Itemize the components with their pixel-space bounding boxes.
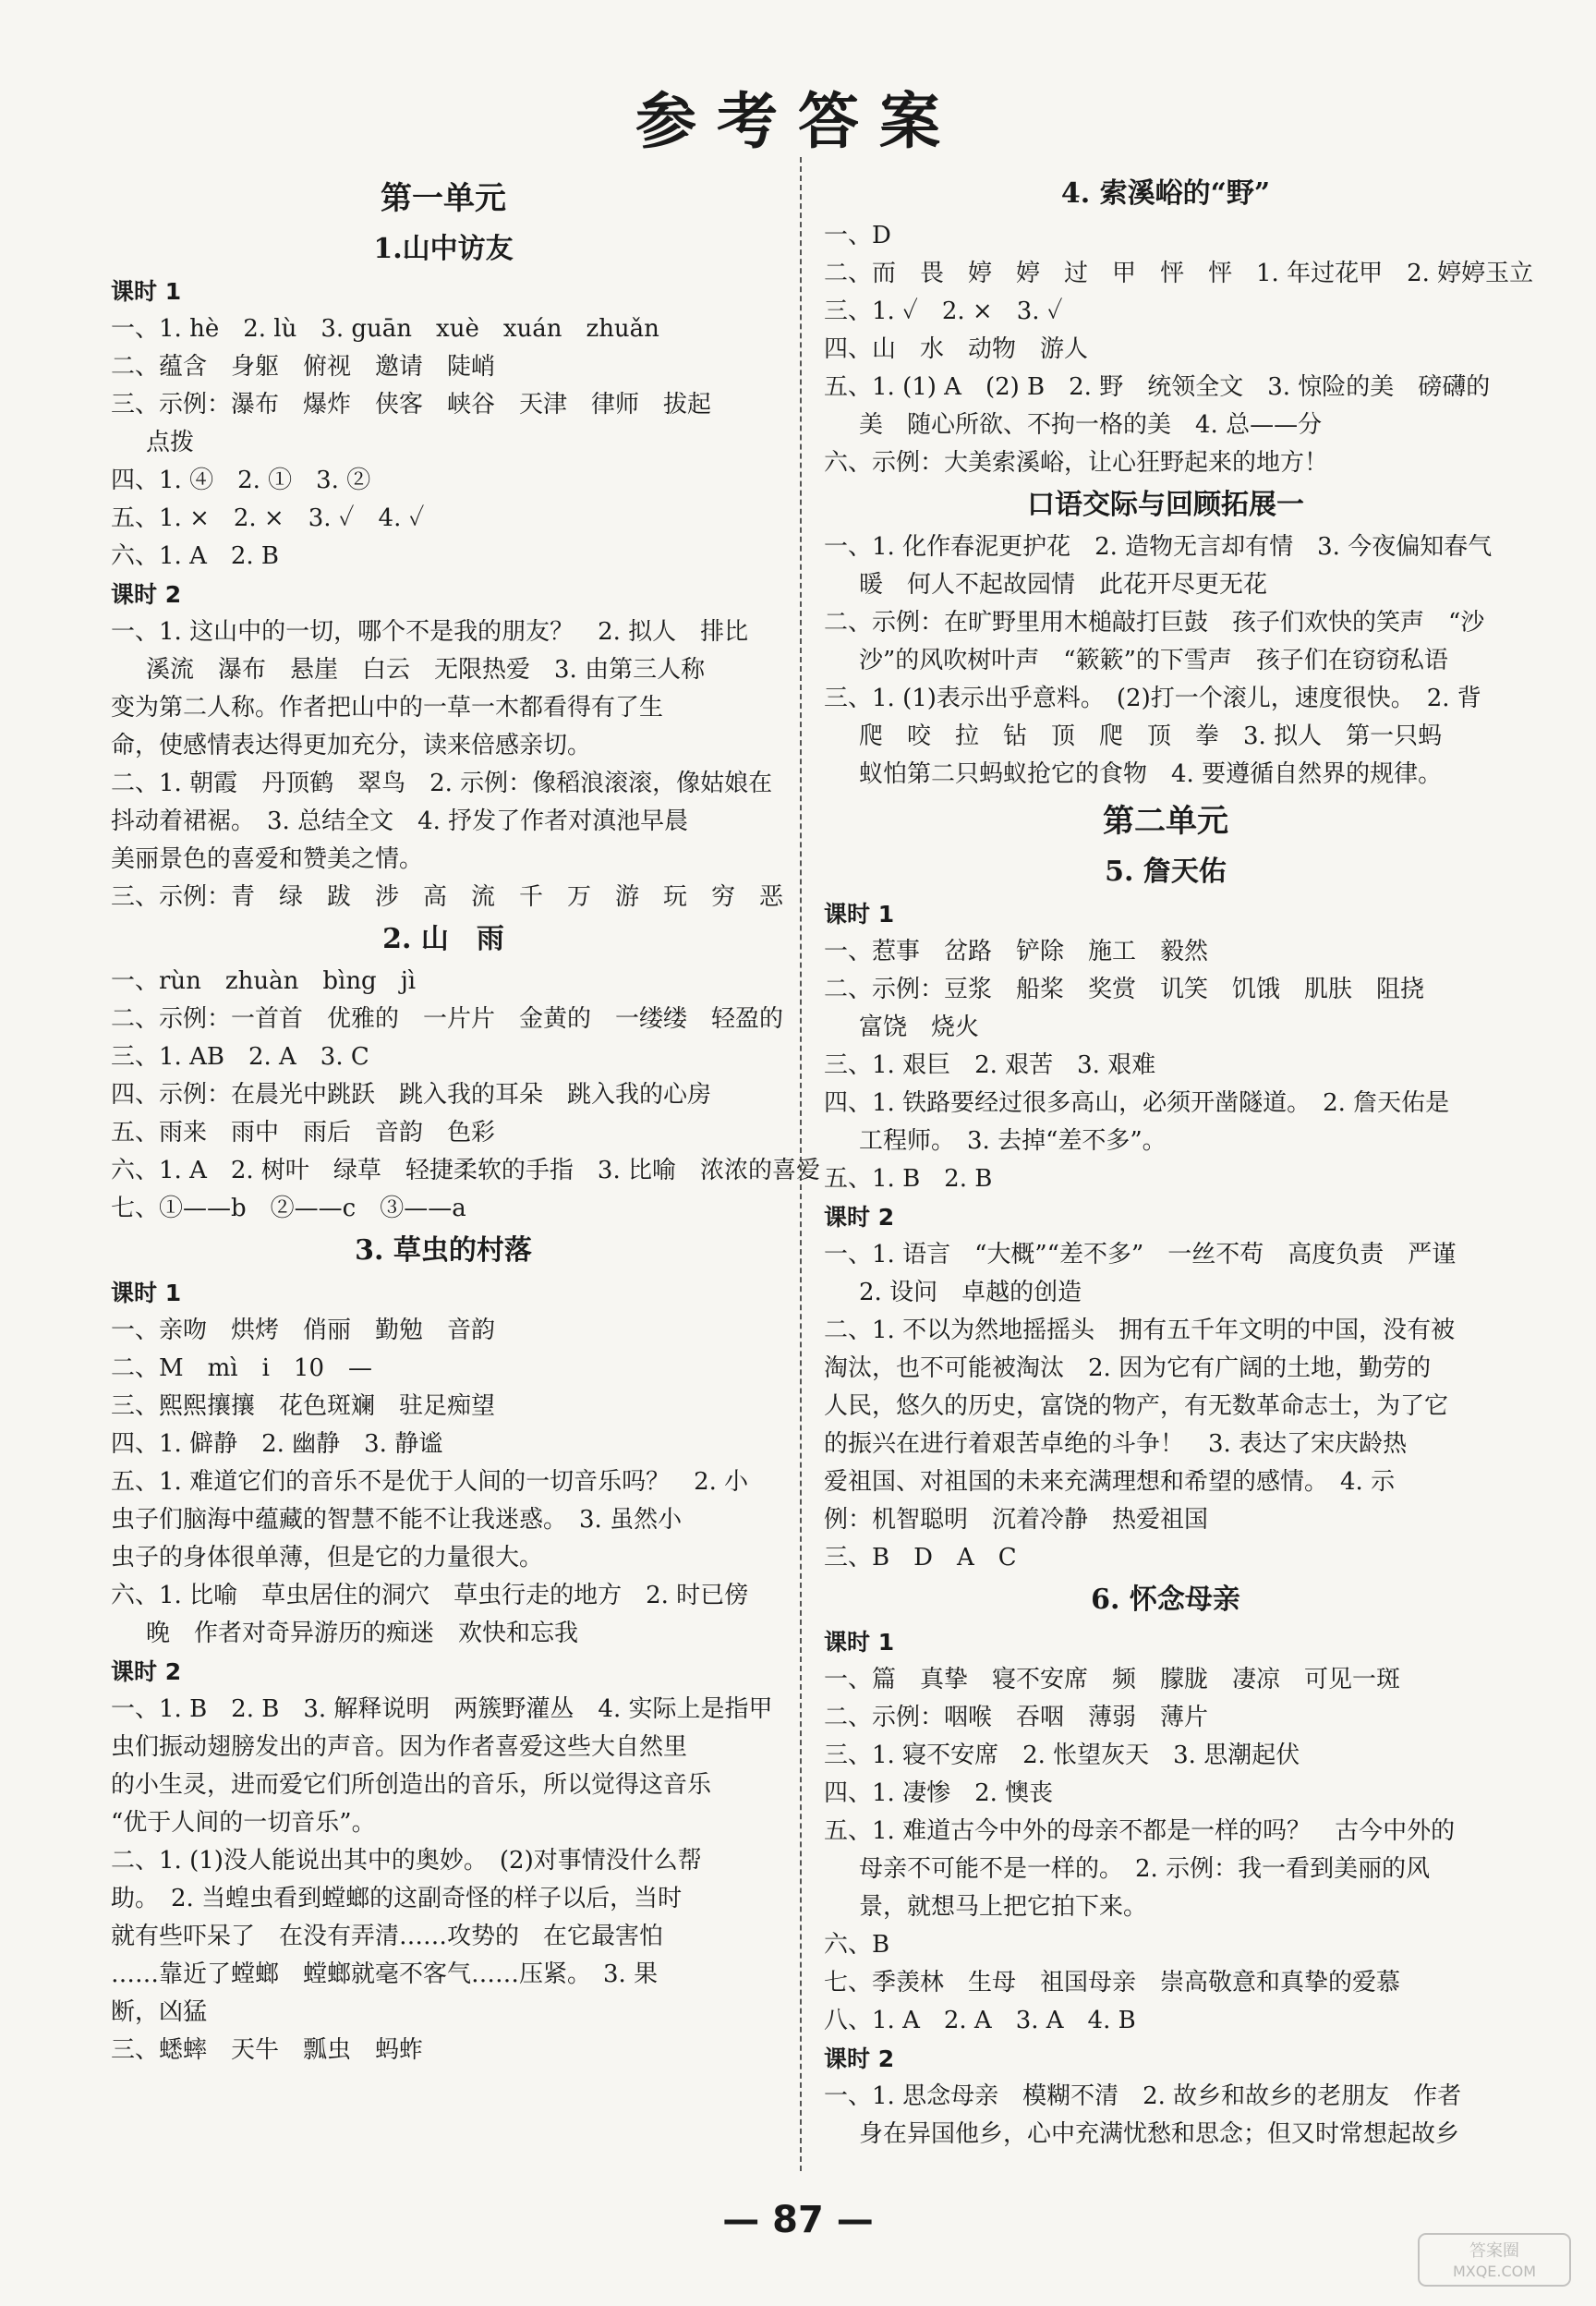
answer-line: 美 随心所欲、不拘一格的美 4. 总——分 [859, 411, 1323, 439]
answer-line: 二、而 畏 婷 婷 过 甲 怦 怦 1. 年过花甲 2. 婷婷玉立 [824, 260, 1534, 287]
answer-line: 命，使感情表达得更加充分，读来倍感亲切。 [111, 732, 592, 759]
session-label: 课时 1 [824, 1629, 895, 1656]
answer-line: 一、惹事 岔路 铲除 施工 毅然 [824, 938, 1209, 965]
answer-line: 富饶 烧火 [859, 1013, 980, 1041]
svg-text:答案圈: 答案圈 [1469, 2241, 1519, 2261]
answer-line: 四、1. 凄惨 2. 懊丧 [824, 1779, 1054, 1807]
answer-line: 四、示例：在晨光中跳跃 跳入我的耳朵 跳入我的心房 [111, 1081, 712, 1109]
answer-line: 淘汰，也不可能被淘汰 2. 因为它有广阔的土地，勤劳的 [824, 1354, 1432, 1382]
page-title: 参考答案 [635, 85, 961, 157]
answer-line: 六、B [824, 1931, 890, 1959]
answer-line: 三、熙熙攘攘 花色斑斓 驻足痴望 [111, 1392, 496, 1420]
answer-line: 一、1. B 2. B 3. 解释说明 两簇野灌丛 4. 实际上是指甲 [111, 1695, 773, 1723]
answer-line: 二、示例：一首首 优雅的 一片片 金黄的 一缕缕 轻盈的 [111, 1005, 784, 1033]
answer-line: 蚁怕第二只蚂蚁抢它的食物 4. 要遵循自然界的规律。 [859, 760, 1443, 788]
lesson-heading: 2. 山 雨 [382, 923, 504, 955]
answer-line: 六、示例：大美索溪峪，让心狂野起来的地方！ [824, 449, 1329, 477]
answer-line: 溪流 瀑布 悬崖 白云 无限热爱 3. 由第三人称 [146, 656, 706, 684]
answer-line: 二、1. (1)没人能说出其中的奥妙。 (2)对事情没什么帮 [111, 1847, 702, 1875]
answer-line: 美丽景色的喜爱和赞美之情。 [111, 845, 424, 873]
session-label: 课时 2 [111, 1658, 182, 1685]
answer-line: 三、蟋蟀 天牛 瓢虫 蚂蚱 [111, 2036, 424, 2064]
unit-heading: 第一单元 [381, 180, 506, 217]
answer-line: 八、1. A 2. A 3. A 4. B [824, 2007, 1136, 2034]
answer-line: 六、1. A 2. 树叶 绿草 轻捷柔软的手指 3. 比喻 浓浓的喜爱 [111, 1157, 820, 1184]
lesson-heading: 4. 索溪峪的“野” [1060, 177, 1271, 210]
answer-line: 虫们振动翅膀发出的声音。因为作者喜爱这些大自然里 [111, 1733, 688, 1761]
answer-line: 一、D [824, 222, 891, 249]
answer-line: 晚 作者对奇异游历的痴迷 欢快和忘我 [146, 1620, 579, 1647]
answer-line: 二、蕴含 身躯 俯视 邀请 陡峭 [111, 353, 496, 381]
lesson-heading: 5. 詹天佑 [1105, 856, 1227, 888]
answer-line: 一、1. 思念母亲 模糊不清 2. 故乡和故乡的老朋友 作者 [824, 2082, 1462, 2110]
lesson-heading: 3. 草虫的村落 [355, 1234, 532, 1267]
answer-line: 助。 2. 当蝗虫看到螳螂的这副奇怪的样子以后，当时 [111, 1885, 683, 1912]
answer-line: 例：机智聪明 沉着冷静 热爱祖国 [824, 1506, 1209, 1534]
answer-line: 五、1. B 2. B [824, 1165, 993, 1193]
answer-line: 一、亲吻 烘烤 俏丽 勤勉 音韵 [111, 1317, 496, 1344]
answer-line: 七、季羡林 生母 祖国母亲 崇高敬意和真挚的爱慕 [824, 1969, 1401, 1997]
answer-line: 抖动着裙裾。 3. 总结全文 4. 抒发了作者对滇池早晨 [111, 807, 689, 835]
answer-line: ……靠近了螳螂 螳螂就毫不客气……压紧。 3. 果 [111, 1960, 659, 1988]
answer-line: 的振兴在进行着艰苦卓绝的斗争！ 3. 表达了宋庆龄热 [824, 1430, 1408, 1458]
answer-line: 母亲不可能不是一样的。 2. 示例：我一看到美丽的风 [859, 1855, 1431, 1883]
answer-line: 一、1. 这山中的一切，哪个不是我的朋友？ 2. 拟人 排比 [111, 618, 749, 646]
answer-line: 爬 咬 拉 钻 顶 爬 顶 拳 3. 拟人 第一只蚂 [859, 722, 1443, 750]
session-label: 课时 2 [824, 2045, 895, 2072]
answer-line: 断，凶猛 [111, 1998, 208, 2026]
lesson-heading: 1.山中访友 [373, 233, 514, 265]
answer-line: 一、1. 化作春泥更护花 2. 造物无言却有情 3. 今夜偏知春气 [824, 533, 1493, 561]
answer-line: 一、1. 语言 “大概”“差不多” 一丝不苟 高度负责 严谨 [824, 1241, 1457, 1268]
answer-line: 沙”的风吹树叶声 “簌簌”的下雪声 孩子们在窃窃私语 [859, 647, 1448, 674]
session-label: 课时 2 [824, 1204, 895, 1231]
answer-line: 二、1. 朝霞 丹顶鹤 翠鸟 2. 示例：像稻浪滚滚，像姑娘在 [111, 770, 773, 797]
answer-line: 五、1. (1) A (2) B 2. 野 统领全文 3. 惊险的美 磅礴的 [824, 373, 1491, 401]
answer-line: 一、篇 真挚 寝不安席 频 朦胧 凄凉 可见一斑 [824, 1666, 1401, 1693]
answer-line: 的小生灵，进而爱它们所创造出的音乐，所以觉得这音乐 [111, 1771, 712, 1799]
session-label: 课时 1 [111, 1280, 182, 1306]
answer-line: 景，就想马上把它拍下来。 [859, 1893, 1148, 1921]
answer-line: 变为第二人称。作者把山中的一草一木都看得有了生 [111, 694, 664, 722]
answer-line: 就有些吓呆了 在没有弄清……攻势的 在它最害怕 [111, 1923, 664, 1950]
answer-line: 五、1. × 2. × 3. ✓ 4. ✓ [111, 504, 425, 532]
answer-line: 一、1. hè 2. lù 3. guān xuè xuán zhuǎn [111, 315, 659, 343]
lesson-heading: 6. 怀念母亲 [1091, 1584, 1240, 1616]
answer-line: 三、1. 艰巨 2. 艰苦 3. 艰难 [824, 1051, 1156, 1079]
answer-line: 四、1. 僻静 2. 幽静 3. 静谧 [111, 1430, 443, 1458]
answer-line: 二、1. 不以为然地摇摇头 拥有五千年文明的中国，没有被 [824, 1317, 1456, 1344]
page-number: — 87 — [722, 2199, 874, 2241]
answer-line: 七、①——b ②——c ③——a [111, 1195, 466, 1222]
answer-line: 工程师。 3. 去掉“差不多”。 [859, 1127, 1167, 1155]
session-label: 课时 1 [111, 278, 182, 305]
session-label: 课时 2 [111, 581, 182, 608]
answer-line: 五、1. 难道古今中外的母亲不都是一样的吗？ 古今中外的 [824, 1817, 1456, 1845]
answer-line: 暖 何人不起故园情 此花开尽更无花 [859, 571, 1268, 599]
answer-line: 三、示例：瀑布 爆炸 侠客 峡谷 天津 律师 拔起 [111, 391, 712, 419]
answer-line: 三、1. 寝不安席 2. 怅望灰天 3. 思潮起伏 [824, 1742, 1300, 1769]
answer-line: 二、示例：咽喉 吞咽 薄弱 薄片 [824, 1704, 1209, 1731]
answer-line: “优于人间的一切音乐”。 [111, 1809, 376, 1837]
answer-line: 二、示例：在旷野里用木槌敲打巨鼓 孩子们欢快的笑声 “沙 [824, 609, 1485, 637]
answer-line: 四、山 水 动物 游人 [824, 335, 1089, 363]
answer-line: 六、1. A 2. B [111, 542, 280, 570]
lesson-heading: 口语交际与回顾拓展一 [1027, 489, 1304, 521]
answer-line: 虫子们脑海中蕴藏的智慧不能不让我迷惑。 3. 虽然小 [111, 1506, 683, 1534]
answer-line: 2. 设问 卓越的创造 [859, 1279, 1082, 1306]
answer-line: 三、1. ✓ 2. × 3. ✓ [824, 297, 1063, 325]
unit-heading: 第二单元 [1103, 803, 1228, 840]
right-column [824, 171, 1534, 2154]
answer-line: 一、rùn zhuàn bìng jì [111, 967, 417, 995]
answer-line: 人民，悠久的历史，富饶的物产，有无数革命志士，为了它 [824, 1392, 1449, 1420]
svg-text:MXQE.COM: MXQE.COM [1452, 2263, 1537, 2280]
answer-line: 二、示例：豆浆 船桨 奖赏 讥笑 饥饿 肌肤 阻挠 [824, 976, 1425, 1003]
answer-line: 二、M mì i 10 — [111, 1354, 372, 1382]
answer-line: 五、1. 难道它们的音乐不是优于人间的一切音乐吗？ 2. 小 [111, 1468, 749, 1496]
watermark-logo [1417, 2232, 1572, 2288]
answer-line: 五、雨来 雨中 雨后 音韵 色彩 [111, 1119, 496, 1147]
answer-line: 三、示例：青 绿 跋 涉 高 流 千 万 游 玩 穷 恶 [111, 883, 784, 911]
answer-line: 三、1. (1)表示出乎意料。 (2)打一个滚儿，速度很快。 2. 背 [824, 685, 1481, 712]
answer-line: 三、B D A C [824, 1544, 1017, 1572]
left-column [111, 171, 820, 2069]
answer-line: 三、1. AB 2. A 3. C [111, 1043, 369, 1071]
answer-line: 六、1. 比喻 草虫居住的洞穴 草虫行走的地方 2. 时已傍 [111, 1582, 749, 1609]
answer-line: 四、1. 铁路要经过很多高山，必须开凿隧道。 2. 詹天佑是 [824, 1089, 1450, 1117]
session-label: 课时 1 [824, 901, 895, 928]
answer-line: 爱祖国、对祖国的未来充满理想和希望的感情。 4. 示 [824, 1468, 1396, 1496]
answer-line: 点拨 [146, 429, 195, 456]
answer-line: 身在异国他乡，心中充满忧愁和思念；但又时常想起故乡 [859, 2120, 1460, 2148]
answer-line: 四、1. ④ 2. ① 3. ② [111, 467, 371, 494]
answer-line: 虫子的身体很单薄，但是它的力量很大。 [111, 1544, 544, 1572]
